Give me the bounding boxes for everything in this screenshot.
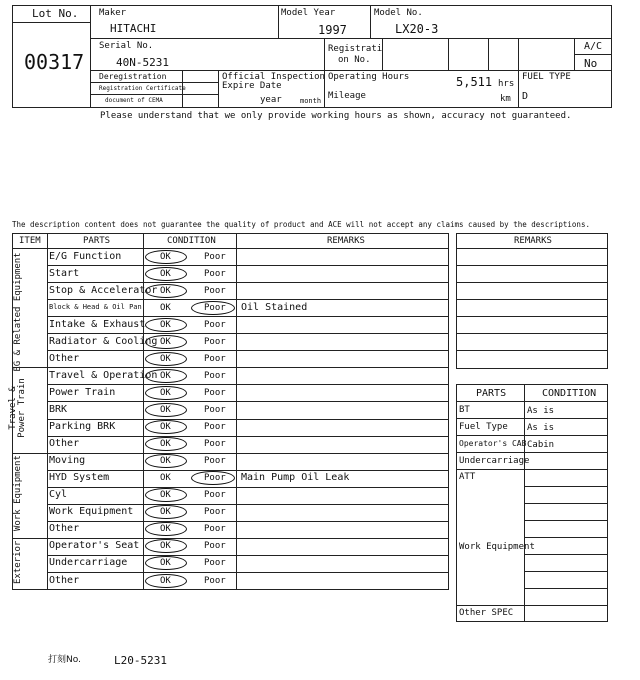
poor-option[interactable]: Poor xyxy=(204,507,226,518)
row-part-label: Start xyxy=(49,267,80,279)
selection-circle xyxy=(145,369,187,383)
model-year-value: 1997 xyxy=(318,23,347,37)
ok-option[interactable]: OK xyxy=(160,575,171,586)
lot-no-value: 00317 xyxy=(24,50,85,74)
poor-option[interactable]: Poor xyxy=(204,319,226,330)
spec-fuel-label: Fuel Type xyxy=(459,422,508,432)
registration-no-label: Registrati xyxy=(328,44,383,54)
col-condition: CONDITION xyxy=(167,236,216,246)
selection-circle xyxy=(191,301,235,315)
spec-undercarriage-label: Undercarriage xyxy=(459,456,530,466)
ok-option[interactable]: OK xyxy=(160,439,171,450)
right-remarks-title: REMARKS xyxy=(514,236,552,246)
selection-circle xyxy=(145,318,187,332)
row-part-label: BRK xyxy=(49,404,68,415)
row-part-label: Block & Head & Oil Pan xyxy=(49,303,142,312)
row-part-label: Parking BRK xyxy=(49,421,116,432)
row-remark: Oil Stained xyxy=(241,301,308,313)
group-label: Travel & Power Train xyxy=(8,378,28,438)
ok-option[interactable]: OK xyxy=(160,558,171,569)
ok-option[interactable]: OK xyxy=(160,353,171,364)
row-part-label: Intake & Exhaust xyxy=(49,318,146,330)
deregistration-label: Deregistration xyxy=(99,72,167,81)
ok-option[interactable]: OK xyxy=(160,422,171,432)
poor-option[interactable]: Poor xyxy=(204,285,226,296)
spec-bt-label: BT xyxy=(459,405,470,415)
disclaimer: The description content does not guarantee the quality of product and ACE will not accept any claims caused by the descriptions. xyxy=(12,220,590,229)
spec-bt-value: As is xyxy=(527,406,555,416)
poor-option[interactable]: Poor xyxy=(204,405,226,415)
spec-att-label: ATT xyxy=(459,472,476,482)
ac-label: A/C xyxy=(584,41,603,52)
mileage-label: Mileage xyxy=(328,91,366,101)
month-label: month xyxy=(300,97,322,105)
row-part-label: Moving xyxy=(49,455,86,467)
year-label: year xyxy=(260,95,282,105)
hrs-label: hrs xyxy=(498,79,515,89)
spec-col-parts: PARTS xyxy=(476,388,507,399)
selection-circle xyxy=(145,352,187,366)
ok-option[interactable]: OK xyxy=(160,541,171,552)
group-label: EG & Related Equipment xyxy=(13,252,23,372)
model-no-label: Model No. xyxy=(374,8,423,18)
document-cema-label: document of CEMA xyxy=(105,97,163,104)
selection-circle xyxy=(145,335,187,349)
ok-option[interactable]: OK xyxy=(160,473,171,484)
row-part-label: Other xyxy=(49,574,80,586)
ok-option[interactable]: OK xyxy=(160,302,171,313)
col-remarks: REMARKS xyxy=(327,236,365,246)
row-part-label: Other xyxy=(49,352,80,364)
ok-option[interactable]: OK xyxy=(160,507,171,518)
stamp-value: L20-5231 xyxy=(114,654,167,667)
maker-label: Maker xyxy=(99,8,127,18)
ok-option[interactable]: OK xyxy=(160,490,171,501)
ok-option[interactable]: OK xyxy=(160,456,171,467)
row-part-label: Power Train xyxy=(49,386,116,398)
poor-option[interactable]: Poor xyxy=(204,422,226,432)
ok-option[interactable]: OK xyxy=(160,405,171,415)
registration-certificate-label: Registration Certificate xyxy=(99,85,186,92)
row-part-label: Radiator & Cooling xyxy=(49,335,158,347)
poor-option[interactable]: Poor xyxy=(204,387,226,398)
operating-hours-label: Operating Hours xyxy=(328,72,410,82)
row-part-label: Cyl xyxy=(49,489,68,501)
expire-date-label: Expire Date xyxy=(222,81,282,91)
col-item: ITEM xyxy=(19,236,41,246)
spec-fuel-value: As is xyxy=(527,423,555,433)
group-label: Exterior xyxy=(13,540,23,584)
poor-option[interactable]: Poor xyxy=(204,490,226,501)
row-part-label: Stop & Accelerator xyxy=(49,284,158,296)
poor-option[interactable]: Poor xyxy=(204,473,226,484)
group-label: Work Equipment xyxy=(13,455,23,531)
row-part-label: HYD System xyxy=(49,472,110,484)
poor-option[interactable]: Poor xyxy=(204,336,226,347)
ok-option[interactable]: OK xyxy=(160,387,171,398)
model-no-value: LX20-3 xyxy=(395,22,439,36)
row-part-label: Other xyxy=(49,523,80,535)
selection-circle xyxy=(145,386,187,400)
row-part-label: Undercarriage xyxy=(49,557,128,569)
poor-option[interactable]: Poor xyxy=(204,251,226,262)
spec-cab-label: Operator's CAB xyxy=(459,439,527,448)
stamp-label: 打刻No. xyxy=(48,655,81,665)
maker-value: HITACHI xyxy=(110,22,157,35)
ok-option[interactable]: OK xyxy=(160,285,171,296)
ok-option[interactable]: OK xyxy=(160,336,171,347)
ac-value: No xyxy=(584,57,598,70)
poor-option[interactable]: Poor xyxy=(204,456,226,467)
registration-no-label-2: on No. xyxy=(338,55,371,65)
fuel-type-label: FUEL TYPE xyxy=(522,72,571,82)
ok-option[interactable]: OK xyxy=(160,370,171,381)
poor-option[interactable]: Poor xyxy=(204,370,226,381)
spec-cab-value: Cabin xyxy=(527,440,555,450)
spec-other-spec-label: Other SPEC xyxy=(459,608,514,618)
col-parts: PARTS xyxy=(83,236,111,246)
row-part-label: Other xyxy=(49,438,80,450)
serial-no-label: Serial No. xyxy=(99,41,154,51)
selection-circle xyxy=(191,471,235,485)
selection-circle xyxy=(145,267,187,281)
fuel-type-value: D xyxy=(522,91,529,102)
selection-circle xyxy=(145,250,187,264)
ok-option[interactable]: OK xyxy=(160,251,171,262)
ok-option[interactable]: OK xyxy=(160,524,171,535)
model-year-label: Model Year xyxy=(281,8,336,18)
row-part-label: Work Equipment xyxy=(49,506,134,518)
poor-option[interactable]: Poor xyxy=(204,524,226,535)
row-part-label: Travel & Operation xyxy=(49,369,158,381)
poor-option[interactable]: Poor xyxy=(204,353,226,364)
poor-option[interactable]: Poor xyxy=(204,541,226,552)
selection-circle xyxy=(145,420,187,434)
poor-option[interactable]: Poor xyxy=(204,268,226,279)
right-remarks-frame xyxy=(456,233,608,369)
poor-option[interactable]: Poor xyxy=(204,575,226,586)
row-remark: Main Pump Oil Leak xyxy=(241,472,350,484)
km-label: km xyxy=(500,94,511,104)
accuracy-notice: Please understand that we only provide working hours as shown, accuracy not guaranteed. xyxy=(100,111,572,121)
row-part-label: E/G Function xyxy=(49,250,122,262)
spec-col-condition: CONDITION xyxy=(542,388,597,399)
lot-no-label: Lot No. xyxy=(32,7,79,20)
ok-option[interactable]: OK xyxy=(160,268,171,279)
operating-hours-value: 5,511 xyxy=(456,75,493,89)
selection-circle xyxy=(145,574,187,588)
selection-circle xyxy=(145,454,187,468)
selection-circle xyxy=(145,284,187,298)
selection-circle xyxy=(145,437,187,451)
serial-no-value: 40N-5231 xyxy=(116,56,169,69)
poor-option[interactable]: Poor xyxy=(204,302,226,313)
ok-option[interactable]: OK xyxy=(160,319,171,330)
official-inspection-label: Official Inspection xyxy=(222,72,325,82)
spec-work-equipment-label: Work Equipment xyxy=(459,542,535,552)
poor-option[interactable]: Poor xyxy=(204,558,226,569)
poor-option[interactable]: Poor xyxy=(204,439,226,450)
row-part-label: Operator's Seat xyxy=(49,540,140,552)
selection-circle xyxy=(145,403,187,417)
